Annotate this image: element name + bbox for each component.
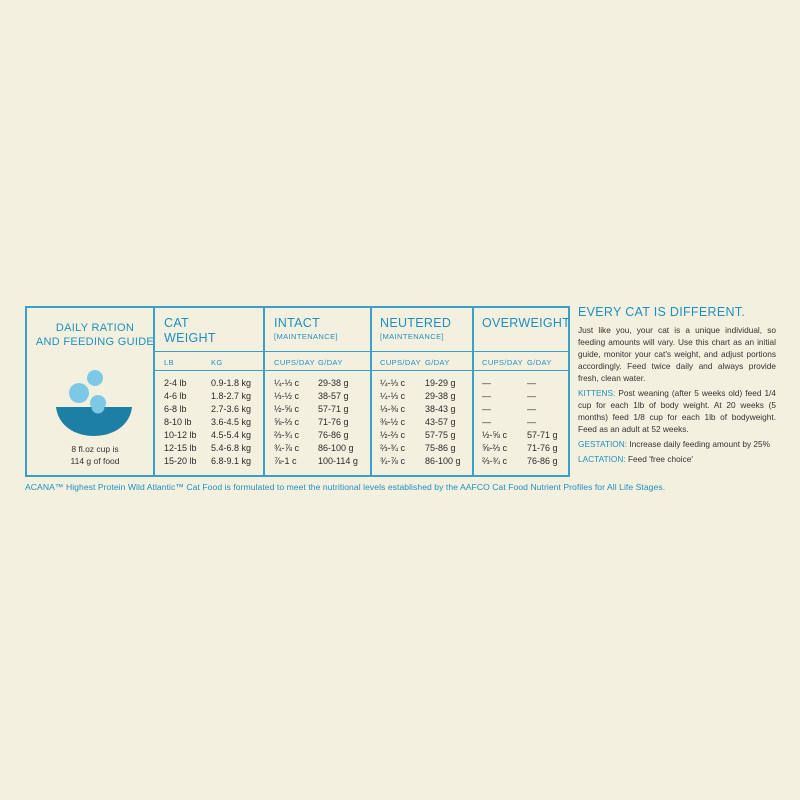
lb-column xyxy=(164,377,197,468)
footer-statement: ACANA™ Highest Protein Wild Atlantic™ Cat Food is formulated to meet the nutritional levels established by the AAFCO Cat Food Nutrient Profiles for All Life Stages. xyxy=(25,482,666,492)
overweight-g-column xyxy=(527,377,558,468)
intact-cups-column xyxy=(274,377,299,468)
table-cell: 0.9-1.8 kg xyxy=(211,378,252,388)
table-cell: 10-12 lb xyxy=(164,430,197,440)
side-notes xyxy=(576,306,776,468)
feeding-table xyxy=(25,306,570,477)
table-cell: ½-⅝ c xyxy=(482,430,508,440)
lactation-text: Feed 'free choice' xyxy=(627,454,693,464)
kg-subheader: KG xyxy=(211,358,223,367)
gestation-label: GESTATION: xyxy=(578,439,628,449)
table-cell: 71-76 g xyxy=(527,443,558,453)
table-cell: ½-⅝ c xyxy=(274,404,300,414)
gestation-text: Increase daily feeding amount by 25% xyxy=(629,439,771,449)
lactation-note xyxy=(578,453,776,465)
table-cell: 29-38 g xyxy=(318,378,349,388)
neutered-cups-subheader: CUPS/DAY xyxy=(380,358,421,367)
lb-subheader: LB xyxy=(164,358,174,367)
overweight-header: OVERWEIGHT xyxy=(482,316,571,330)
table-cell: 3.6-4.5 kg xyxy=(211,417,252,427)
overweight-g-subheader: G/DAY xyxy=(527,358,552,367)
neutered-header: NEUTERED xyxy=(380,316,452,330)
intact-cups-subheader: CUPS/DAY xyxy=(274,358,315,367)
table-cell: 8-10 lb xyxy=(164,417,192,427)
feeding-guide xyxy=(25,306,775,496)
table-cell: — xyxy=(527,417,536,427)
neutered-cups-column xyxy=(380,377,405,468)
table-cell: 19-29 g xyxy=(425,378,456,388)
table-cell: ⅜-½ c xyxy=(380,417,406,427)
table-cell: ⅓-⅜ c xyxy=(380,404,406,414)
cup-note: 8 fl.oz cup is 114 g of food xyxy=(70,444,120,466)
table-cell: 15-20 lb xyxy=(164,456,197,466)
divider xyxy=(263,308,265,475)
divider xyxy=(472,308,474,475)
table-cell: 6-8 lb xyxy=(164,404,187,414)
table-cell: 86-100 g xyxy=(318,443,354,453)
food-bowl-icon xyxy=(54,363,134,438)
table-cell: 43-57 g xyxy=(425,417,456,427)
table-cell: 5.4-6.8 kg xyxy=(211,443,252,453)
table-cell: 71-76 g xyxy=(318,417,349,427)
overweight-cups-column xyxy=(482,377,507,468)
table-cell: ¼-⅓ c xyxy=(380,378,406,388)
table-cell: 57-71 g xyxy=(527,430,558,440)
table-cell: — xyxy=(482,417,491,427)
table-cell: — xyxy=(527,391,536,401)
intact-header: INTACT xyxy=(274,316,321,330)
intact-g-subheader: G/DAY xyxy=(318,358,343,367)
table-cell: 2.7-3.6 kg xyxy=(211,404,252,414)
kittens-note xyxy=(578,387,776,435)
table-cell: 57-71 g xyxy=(318,404,349,414)
divider xyxy=(153,351,568,352)
table-cell: — xyxy=(482,404,491,414)
table-cell: 6.8-9.1 kg xyxy=(211,456,252,466)
table-cell: ¾-⅞ c xyxy=(274,443,300,453)
neutered-g-column xyxy=(425,377,461,468)
table-cell: — xyxy=(482,378,491,388)
neutered-g-subheader: G/DAY xyxy=(425,358,450,367)
table-cell: 100-114 g xyxy=(318,456,358,466)
table-cell: ¾-⅞ c xyxy=(380,456,406,466)
guide-title: DAILY RATION AND FEEDING GUIDE xyxy=(35,322,155,348)
table-cell: 2-4 lb xyxy=(164,378,187,388)
intact-subheader: [MAINTENANCE] xyxy=(274,332,338,341)
overweight-cups-subheader: CUPS/DAY xyxy=(482,358,523,367)
table-cell: 1.8-2.7 kg xyxy=(211,391,252,401)
table-cell: 4-6 lb xyxy=(164,391,187,401)
table-cell: 57-75 g xyxy=(425,430,456,440)
table-cell: 12-15 lb xyxy=(164,443,197,453)
table-cell: ⅝-⅔ c xyxy=(274,417,300,427)
divider xyxy=(370,308,372,475)
gestation-note xyxy=(578,438,776,450)
table-cell: ⅔-¾ c xyxy=(482,456,508,466)
divider xyxy=(153,370,568,371)
table-cell: ⅞-1 c xyxy=(274,456,297,466)
cat-weight-header: CAT WEIGHT xyxy=(164,316,216,345)
table-cell: — xyxy=(527,378,536,388)
table-cell: 29-38 g xyxy=(425,391,456,401)
table-cell: 76-86 g xyxy=(527,456,558,466)
table-cell: — xyxy=(482,391,491,401)
table-cell: ⅔-¾ c xyxy=(274,430,300,440)
neutered-subheader: [MAINTENANCE] xyxy=(380,332,444,341)
table-cell: ¼-⅓ c xyxy=(380,391,406,401)
table-cell: 4.5-5.4 kg xyxy=(211,430,252,440)
table-cell: ⅝-⅔ c xyxy=(482,443,508,453)
table-cell: 38-43 g xyxy=(425,404,456,414)
table-cell: ⅔-¾ c xyxy=(380,443,406,453)
lactation-label: LACTATION: xyxy=(578,454,626,464)
kittens-text: Post weaning (after 5 weeks old) feed 1/4 cup for each 1lb of body weight. At 20 weeks (5 months) feed 1/8 cup for each 1lb of bodyweight. Feed as an adult at 52 weeks. xyxy=(578,388,776,434)
intro-text: Just like you, your cat is a unique individual, so feeding amounts will vary. Use this chart as an initial guide, monitor your cat's weight, and adjust portions accordingly. Feed twice daily and always provide fresh, clean water. xyxy=(578,325,776,383)
intact-g-column xyxy=(318,377,358,468)
kittens-label: KITTENS: xyxy=(578,388,616,398)
table-cell: 38-57 g xyxy=(318,391,349,401)
table-cell: ¼-⅓ c xyxy=(274,378,300,388)
table-cell: 86-100 g xyxy=(425,456,461,466)
table-cell: 76-86 g xyxy=(318,430,349,440)
table-cell: ⅓-½ c xyxy=(274,391,300,401)
kg-column xyxy=(211,377,251,468)
table-cell: — xyxy=(527,404,536,414)
table-cell: ½-⅔ c xyxy=(380,430,406,440)
side-heading: EVERY CAT IS DIFFERENT. xyxy=(578,305,746,319)
table-cell: 75-86 g xyxy=(425,443,456,453)
